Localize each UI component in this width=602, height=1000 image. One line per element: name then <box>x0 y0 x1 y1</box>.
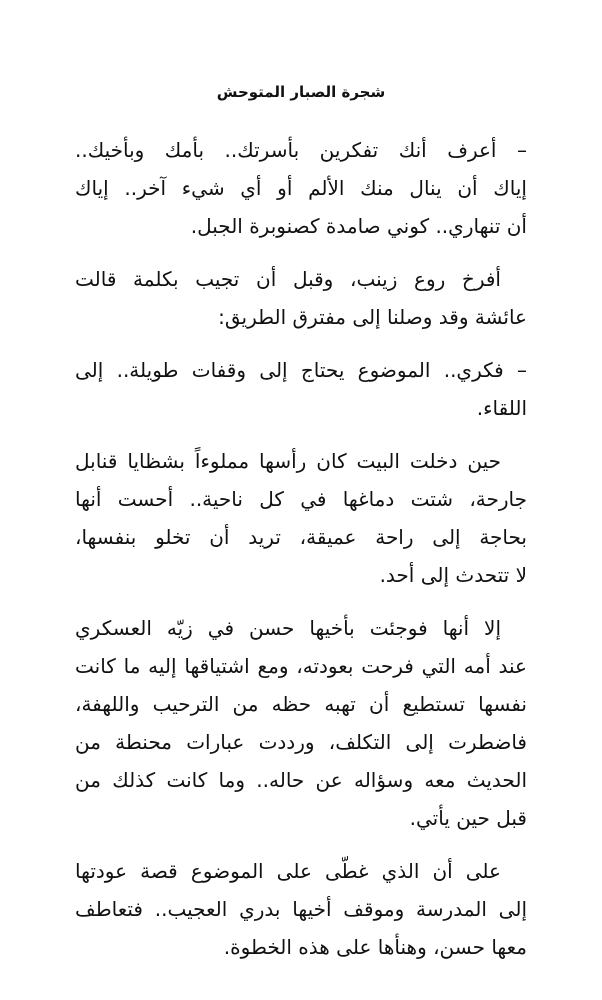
text-line: إياك أن ينال منك الألم أو أي شيء آخر.. إياك <box>75 176 527 200</box>
dialogue-paragraph <box>75 351 527 427</box>
text-line: أن تنهاري.. كوني صامدة كصنوبرة الجبل. <box>190 214 527 238</box>
text-line: بحاجة إلى راحة عميقة، تريد أن تخلو بنفسها، <box>75 525 527 549</box>
text-line: حين دخلت البيت كان رأسها مملوءاً بشظايا قنابل <box>75 449 501 473</box>
text-line: نفسها تستطيع أن تهبه حظه من الترحيب واللهفة، <box>75 692 527 716</box>
dialogue-paragraph <box>75 131 527 245</box>
text-line: إلى المدرسة وموقف أخيها بدري العجيب.. فتعاطف <box>75 897 527 921</box>
text-line: – أعرف أنك تفكرين بأسرتك.. بأمك وبأخيك.. <box>75 138 527 162</box>
narrative-paragraph <box>75 609 527 837</box>
text-line: معها حسن، وهنأها على هذه الخطوة. <box>223 935 527 959</box>
narrative-paragraph <box>75 442 527 594</box>
text-line: على أن الذي غطّى على الموضوع قصة عودتها <box>75 859 501 883</box>
text-line: عند أمه التي فرحت بعودته، ومع اشتياقها إليه ما كانت <box>75 654 527 678</box>
running-header: شجرة الصبار المتوحش <box>216 83 386 101</box>
text-line: عائشة وقد وصلنا إلى مفترق الطريق: <box>218 305 527 329</box>
text-line: اللقاء. <box>476 396 527 420</box>
text-line: الحديث معه وسؤاله عن حاله.. وما كانت كذلك من <box>75 768 527 792</box>
body-text <box>75 131 527 981</box>
text-line: جارحة، شتت دماغها في كل ناحية.. أحست أنها <box>75 487 527 511</box>
text-line: – فكري.. الموضوع يحتاج إلى وقفات طويلة.. إلى <box>75 358 527 382</box>
narrative-paragraph <box>75 852 527 966</box>
text-line: أفرخ روع زينب، وقبل أن تجيب بكلمة قالت <box>75 267 501 291</box>
text-line: لا تتحدث إلى أحد. <box>379 563 527 587</box>
narrative-paragraph <box>75 260 527 336</box>
text-line: قبل حين يأتي. <box>409 806 527 830</box>
text-line: إلا أنها فوجئت بأخيها حسن في زيّه العسكري <box>75 616 501 640</box>
text-line: فاضطرت إلى التكلف، ورددت عبارات محنطة من <box>75 730 527 754</box>
